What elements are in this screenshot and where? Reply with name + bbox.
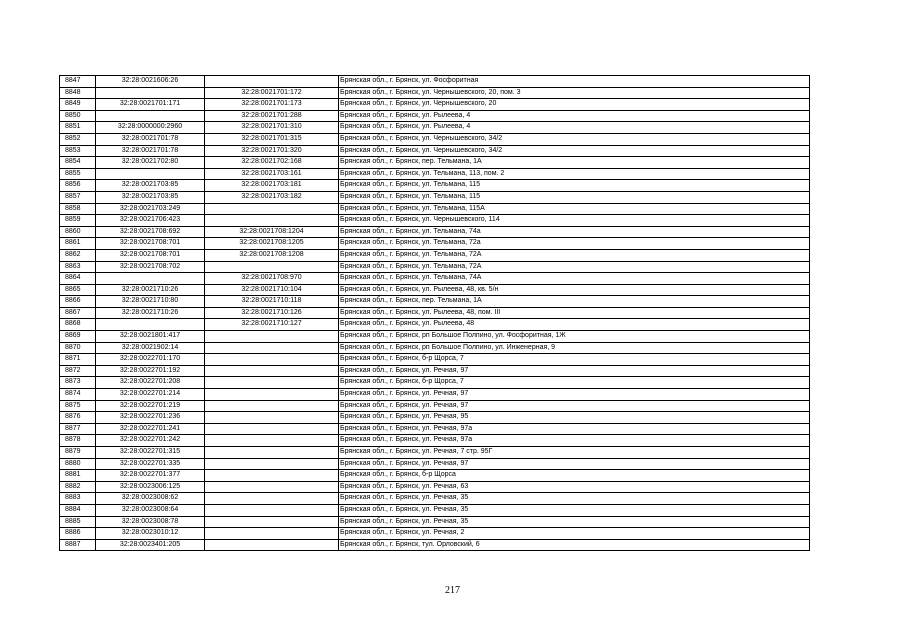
object-number-cell xyxy=(205,423,339,435)
address-cell: Брянская обл., г. Брянск, тул. Орловский, 6 xyxy=(339,539,810,551)
object-number-cell: 32:28:0021701:172 xyxy=(205,87,339,99)
row-number-cell: 8861 xyxy=(60,238,96,250)
cadastral-number-cell: 32:28:0023006:125 xyxy=(96,481,205,493)
object-number-cell xyxy=(205,528,339,540)
row-number-cell: 8863 xyxy=(60,261,96,273)
table-row xyxy=(60,528,810,540)
object-number-cell: 32:28:0021708:1205 xyxy=(205,238,339,250)
cadastral-number-cell: 32:28:0023010:12 xyxy=(96,528,205,540)
address-cell: Брянская обл., г. Брянск, ул. Речная, 95 xyxy=(339,412,810,424)
object-number-cell: 32:28:0021710:118 xyxy=(205,296,339,308)
table-row xyxy=(60,273,810,285)
cadastral-number-cell: 32:28:0022701:241 xyxy=(96,423,205,435)
table-row xyxy=(60,377,810,389)
address-cell: Брянская обл., г. Брянск, б-р Щорса, 7 xyxy=(339,377,810,389)
cadastral-number-cell: 32:28:0021801:417 xyxy=(96,331,205,343)
address-cell: Брянская обл., г. Брянск, ул. Рылеева, 48, пом. III xyxy=(339,307,810,319)
table-row xyxy=(60,331,810,343)
table-row xyxy=(60,296,810,308)
object-number-cell xyxy=(205,481,339,493)
address-cell: Брянская обл., г. Брянск, ул. Чернышевского, 34/2 xyxy=(339,145,810,157)
row-number-cell: 8869 xyxy=(60,331,96,343)
table-row xyxy=(60,133,810,145)
address-cell: Брянская обл., г. Брянск, ул. Речная, 35 xyxy=(339,504,810,516)
table-row xyxy=(60,284,810,296)
object-number-cell: 32:28:0021710:127 xyxy=(205,319,339,331)
row-number-cell: 8882 xyxy=(60,481,96,493)
row-number-cell: 8850 xyxy=(60,110,96,122)
object-number-cell xyxy=(205,261,339,273)
table-row xyxy=(60,400,810,412)
object-number-cell xyxy=(205,493,339,505)
row-number-cell: 8887 xyxy=(60,539,96,551)
address-cell: Брянская обл., г. Брянск, рп Большое Полпино, ул. Инженерная, 9 xyxy=(339,342,810,354)
table-row xyxy=(60,504,810,516)
object-number-cell xyxy=(205,342,339,354)
table-row xyxy=(60,215,810,227)
address-cell: Брянская обл., г. Брянск, ул. Тельмана, 113, пом. 2 xyxy=(339,168,810,180)
cadastral-number-cell: 32:28:0021708:701 xyxy=(96,238,205,250)
object-number-cell: 32:28:0021708:1208 xyxy=(205,249,339,261)
address-cell: Брянская обл., г. Брянск, ул. Фосфоритная xyxy=(339,76,810,88)
table-row xyxy=(60,481,810,493)
table-row xyxy=(60,342,810,354)
address-cell: Брянская обл., г. Брянск, ул. Чернышевского, 114 xyxy=(339,215,810,227)
table-row xyxy=(60,168,810,180)
object-number-cell: 32:28:0021703:182 xyxy=(205,191,339,203)
row-number-cell: 8851 xyxy=(60,122,96,134)
row-number-cell: 8881 xyxy=(60,470,96,482)
row-number-cell: 8856 xyxy=(60,180,96,192)
table-row xyxy=(60,458,810,470)
table-body xyxy=(60,76,810,551)
object-number-cell xyxy=(205,412,339,424)
row-number-cell: 8855 xyxy=(60,168,96,180)
object-number-cell: 32:28:0021701:310 xyxy=(205,122,339,134)
object-number-cell: 32:28:0021708:1204 xyxy=(205,226,339,238)
cadastral-number-cell: 32:28:0022701:335 xyxy=(96,458,205,470)
cadastral-number-cell xyxy=(96,110,205,122)
address-cell: Брянская обл., г. Брянск, ул. Рылеева, 4 xyxy=(339,122,810,134)
cadastral-number-cell: 32:28:0021708:692 xyxy=(96,226,205,238)
cadastral-number-cell: 32:28:0021703:85 xyxy=(96,191,205,203)
cadastral-number-cell: 32:28:0022701:377 xyxy=(96,470,205,482)
row-number-cell: 8848 xyxy=(60,87,96,99)
row-number-cell: 8886 xyxy=(60,528,96,540)
address-cell: Брянская обл., г. Брянск, пер. Тельмана, 1А xyxy=(339,157,810,169)
cadastral-number-cell: 32:28:0021706:423 xyxy=(96,215,205,227)
row-number-cell: 8853 xyxy=(60,145,96,157)
row-number-cell: 8866 xyxy=(60,296,96,308)
row-number-cell: 8885 xyxy=(60,516,96,528)
address-cell: Брянская обл., г. Брянск, б-р Щорса, 7 xyxy=(339,354,810,366)
table-row xyxy=(60,122,810,134)
cadastral-number-cell: 32:28:0022701:192 xyxy=(96,365,205,377)
address-cell: Брянская обл., г. Брянск, ул. Чернышевского, 20, пом. 3 xyxy=(339,87,810,99)
row-number-cell: 8873 xyxy=(60,377,96,389)
row-number-cell: 8879 xyxy=(60,447,96,459)
object-number-cell: 32:28:0021701:288 xyxy=(205,110,339,122)
cadastral-number-cell: 32:28:0021902:14 xyxy=(96,342,205,354)
cadastral-number-cell: 32:28:0022701:236 xyxy=(96,412,205,424)
object-number-cell xyxy=(205,331,339,343)
object-number-cell xyxy=(205,504,339,516)
cadastral-number-cell: 32:28:0022701:208 xyxy=(96,377,205,389)
row-number-cell: 8870 xyxy=(60,342,96,354)
row-number-cell: 8860 xyxy=(60,226,96,238)
object-number-cell xyxy=(205,76,339,88)
cadastral-number-cell xyxy=(96,168,205,180)
object-number-cell xyxy=(205,458,339,470)
row-number-cell: 8878 xyxy=(60,435,96,447)
address-cell: Брянская обл., г. Брянск, ул. Чернышевского, 20 xyxy=(339,99,810,111)
row-number-cell: 8865 xyxy=(60,284,96,296)
address-cell: Брянская обл., г. Брянск, ул. Речная, 35 xyxy=(339,516,810,528)
cadastral-number-cell: 32:28:0023008:62 xyxy=(96,493,205,505)
table-row xyxy=(60,435,810,447)
table-row xyxy=(60,516,810,528)
cadastral-number-cell: 32:28:0021701:78 xyxy=(96,145,205,157)
address-cell: Брянская обл., г. Брянск, пер. Тельмана, 1А xyxy=(339,296,810,308)
table-row xyxy=(60,76,810,88)
object-number-cell xyxy=(205,377,339,389)
table-row xyxy=(60,110,810,122)
address-cell: Брянская обл., г. Брянск, ул. Рылеева, 4 xyxy=(339,110,810,122)
table-row xyxy=(60,319,810,331)
table-row xyxy=(60,99,810,111)
address-cell: Брянская обл., г. Брянск, ул. Тельмана, 72а xyxy=(339,238,810,250)
cadastral-number-cell: 32:28:0022701:219 xyxy=(96,400,205,412)
object-number-cell xyxy=(205,470,339,482)
cadastral-number-cell: 32:28:0022701:170 xyxy=(96,354,205,366)
row-number-cell: 8847 xyxy=(60,76,96,88)
row-number-cell: 8857 xyxy=(60,191,96,203)
table-row xyxy=(60,447,810,459)
cadastral-number-cell xyxy=(96,87,205,99)
cadastral-number-cell: 32:28:0021710:26 xyxy=(96,284,205,296)
table-row xyxy=(60,354,810,366)
address-cell: Брянская обл., г. Брянск, ул. Речная, 97а xyxy=(339,423,810,435)
row-number-cell: 8868 xyxy=(60,319,96,331)
table-row xyxy=(60,261,810,273)
address-cell: Брянская обл., г. Брянск, рп Большое Полпино, ул. Фосфоритная, 1Ж xyxy=(339,331,810,343)
table-row xyxy=(60,389,810,401)
row-number-cell: 8859 xyxy=(60,215,96,227)
table-row xyxy=(60,423,810,435)
cadastral-number-cell: 32:28:0022701:214 xyxy=(96,389,205,401)
row-number-cell: 8884 xyxy=(60,504,96,516)
address-cell: Брянская обл., г. Брянск, ул. Речная, 2 xyxy=(339,528,810,540)
row-number-cell: 8864 xyxy=(60,273,96,285)
row-number-cell: 8872 xyxy=(60,365,96,377)
address-cell: Брянская обл., г. Брянск, ул. Рылеева, 48 xyxy=(339,319,810,331)
row-number-cell: 8862 xyxy=(60,249,96,261)
object-number-cell xyxy=(205,400,339,412)
cadastral-number-cell: 32:28:0021708:702 xyxy=(96,261,205,273)
table-row xyxy=(60,145,810,157)
object-number-cell xyxy=(205,354,339,366)
table-row xyxy=(60,470,810,482)
table-row xyxy=(60,180,810,192)
cadastral-number-cell: 32:28:0021710:26 xyxy=(96,307,205,319)
address-cell: Брянская обл., г. Брянск, ул. Тельмана, 72А xyxy=(339,249,810,261)
object-number-cell xyxy=(205,435,339,447)
cadastral-number-cell: 32:28:0021701:78 xyxy=(96,133,205,145)
table-row xyxy=(60,412,810,424)
row-number-cell: 8877 xyxy=(60,423,96,435)
row-number-cell: 8854 xyxy=(60,157,96,169)
object-number-cell: 32:28:0021701:320 xyxy=(205,145,339,157)
object-number-cell: 32:28:0021702:168 xyxy=(205,157,339,169)
cadastral-number-cell: 32:28:0022701:315 xyxy=(96,447,205,459)
object-number-cell: 32:28:0021701:173 xyxy=(205,99,339,111)
address-cell: Брянская обл., г. Брянск, ул. Тельмана, 115 xyxy=(339,191,810,203)
address-cell: Брянская обл., г. Брянск, ул. Чернышевского, 34/2 xyxy=(339,133,810,145)
object-number-cell xyxy=(205,203,339,215)
object-number-cell: 32:28:0021703:161 xyxy=(205,168,339,180)
address-cell: Брянская обл., г. Брянск, ул. Речная, 97 xyxy=(339,458,810,470)
cadastral-number-cell: 32:28:0023008:78 xyxy=(96,516,205,528)
cadastral-number-cell: 32:28:0021606:26 xyxy=(96,76,205,88)
cadastral-number-cell: 32:28:0023401:205 xyxy=(96,539,205,551)
address-cell: Брянская обл., г. Брянск, ул. Тельмана, 72А xyxy=(339,261,810,273)
row-number-cell: 8875 xyxy=(60,400,96,412)
table-row xyxy=(60,307,810,319)
object-number-cell: 32:28:0021710:104 xyxy=(205,284,339,296)
table-row xyxy=(60,249,810,261)
row-number-cell: 8852 xyxy=(60,133,96,145)
cadastral-number-cell: 32:28:0022701:242 xyxy=(96,435,205,447)
row-number-cell: 8867 xyxy=(60,307,96,319)
cadastral-number-cell: 32:28:0021708:701 xyxy=(96,249,205,261)
table-row xyxy=(60,365,810,377)
row-number-cell: 8874 xyxy=(60,389,96,401)
cadastral-number-cell: 32:28:0021702:80 xyxy=(96,157,205,169)
cadastral-number-cell: 32:28:0021701:171 xyxy=(96,99,205,111)
address-cell: Брянская обл., г. Брянск, ул. Речная, 97 xyxy=(339,389,810,401)
address-cell: Брянская обл., г. Брянск, ул. Тельмана, 74А xyxy=(339,273,810,285)
address-cell: Брянская обл., г. Брянск, ул. Речная, 35 xyxy=(339,493,810,505)
row-number-cell: 8849 xyxy=(60,99,96,111)
row-number-cell: 8883 xyxy=(60,493,96,505)
address-cell: Брянская обл., г. Брянск, ул. Речная, 97 xyxy=(339,365,810,377)
address-cell: Брянская обл., г. Брянск, ул. Тельмана, 115А xyxy=(339,203,810,215)
object-number-cell xyxy=(205,389,339,401)
page-number: 217 xyxy=(445,585,460,596)
object-number-cell xyxy=(205,365,339,377)
row-number-cell: 8876 xyxy=(60,412,96,424)
row-number-cell: 8858 xyxy=(60,203,96,215)
object-number-cell: 32:28:0021710:126 xyxy=(205,307,339,319)
address-cell: Брянская обл., г. Брянск, ул. Речная, 97а xyxy=(339,435,810,447)
address-cell: Брянская обл., г. Брянск, ул. Речная, 97 xyxy=(339,400,810,412)
row-number-cell: 8871 xyxy=(60,354,96,366)
table-row xyxy=(60,87,810,99)
table-row xyxy=(60,191,810,203)
object-number-cell xyxy=(205,447,339,459)
table-row xyxy=(60,493,810,505)
address-cell: Брянская обл., г. Брянск, ул. Тельмана, 74а xyxy=(339,226,810,238)
table-row xyxy=(60,157,810,169)
cadastral-number-cell xyxy=(96,273,205,285)
object-number-cell: 32:28:0021703:181 xyxy=(205,180,339,192)
address-cell: Брянская обл., г. Брянск, ул. Речная, 7 стр. 95Г xyxy=(339,447,810,459)
cadastral-number-cell: 32:28:0023008:64 xyxy=(96,504,205,516)
cadastral-number-cell xyxy=(96,319,205,331)
address-cell: Брянская обл., г. Брянск, ул. Тельмана, 115 xyxy=(339,180,810,192)
cadastral-number-cell: 32:28:0000000:2960 xyxy=(96,122,205,134)
object-number-cell: 32:28:0021701:315 xyxy=(205,133,339,145)
object-number-cell xyxy=(205,539,339,551)
address-cell: Брянская обл., г. Брянск, ул. Речная, 63 xyxy=(339,481,810,493)
row-number-cell: 8880 xyxy=(60,458,96,470)
cadastral-number-cell: 32:28:0021710:80 xyxy=(96,296,205,308)
object-number-cell: 32:28:0021708:970 xyxy=(205,273,339,285)
registry-table xyxy=(59,75,810,551)
table-row xyxy=(60,203,810,215)
address-cell: Брянская обл., г. Брянск, ул. Рылеева, 48, кв. 5/н xyxy=(339,284,810,296)
table-row xyxy=(60,539,810,551)
address-cell: Брянская обл., г. Брянск, б-р Щорса xyxy=(339,470,810,482)
table-row xyxy=(60,238,810,250)
cadastral-number-cell: 32:28:0021703:85 xyxy=(96,180,205,192)
object-number-cell xyxy=(205,516,339,528)
object-number-cell xyxy=(205,215,339,227)
cadastral-number-cell: 32:28:0021703:249 xyxy=(96,203,205,215)
table-row xyxy=(60,226,810,238)
